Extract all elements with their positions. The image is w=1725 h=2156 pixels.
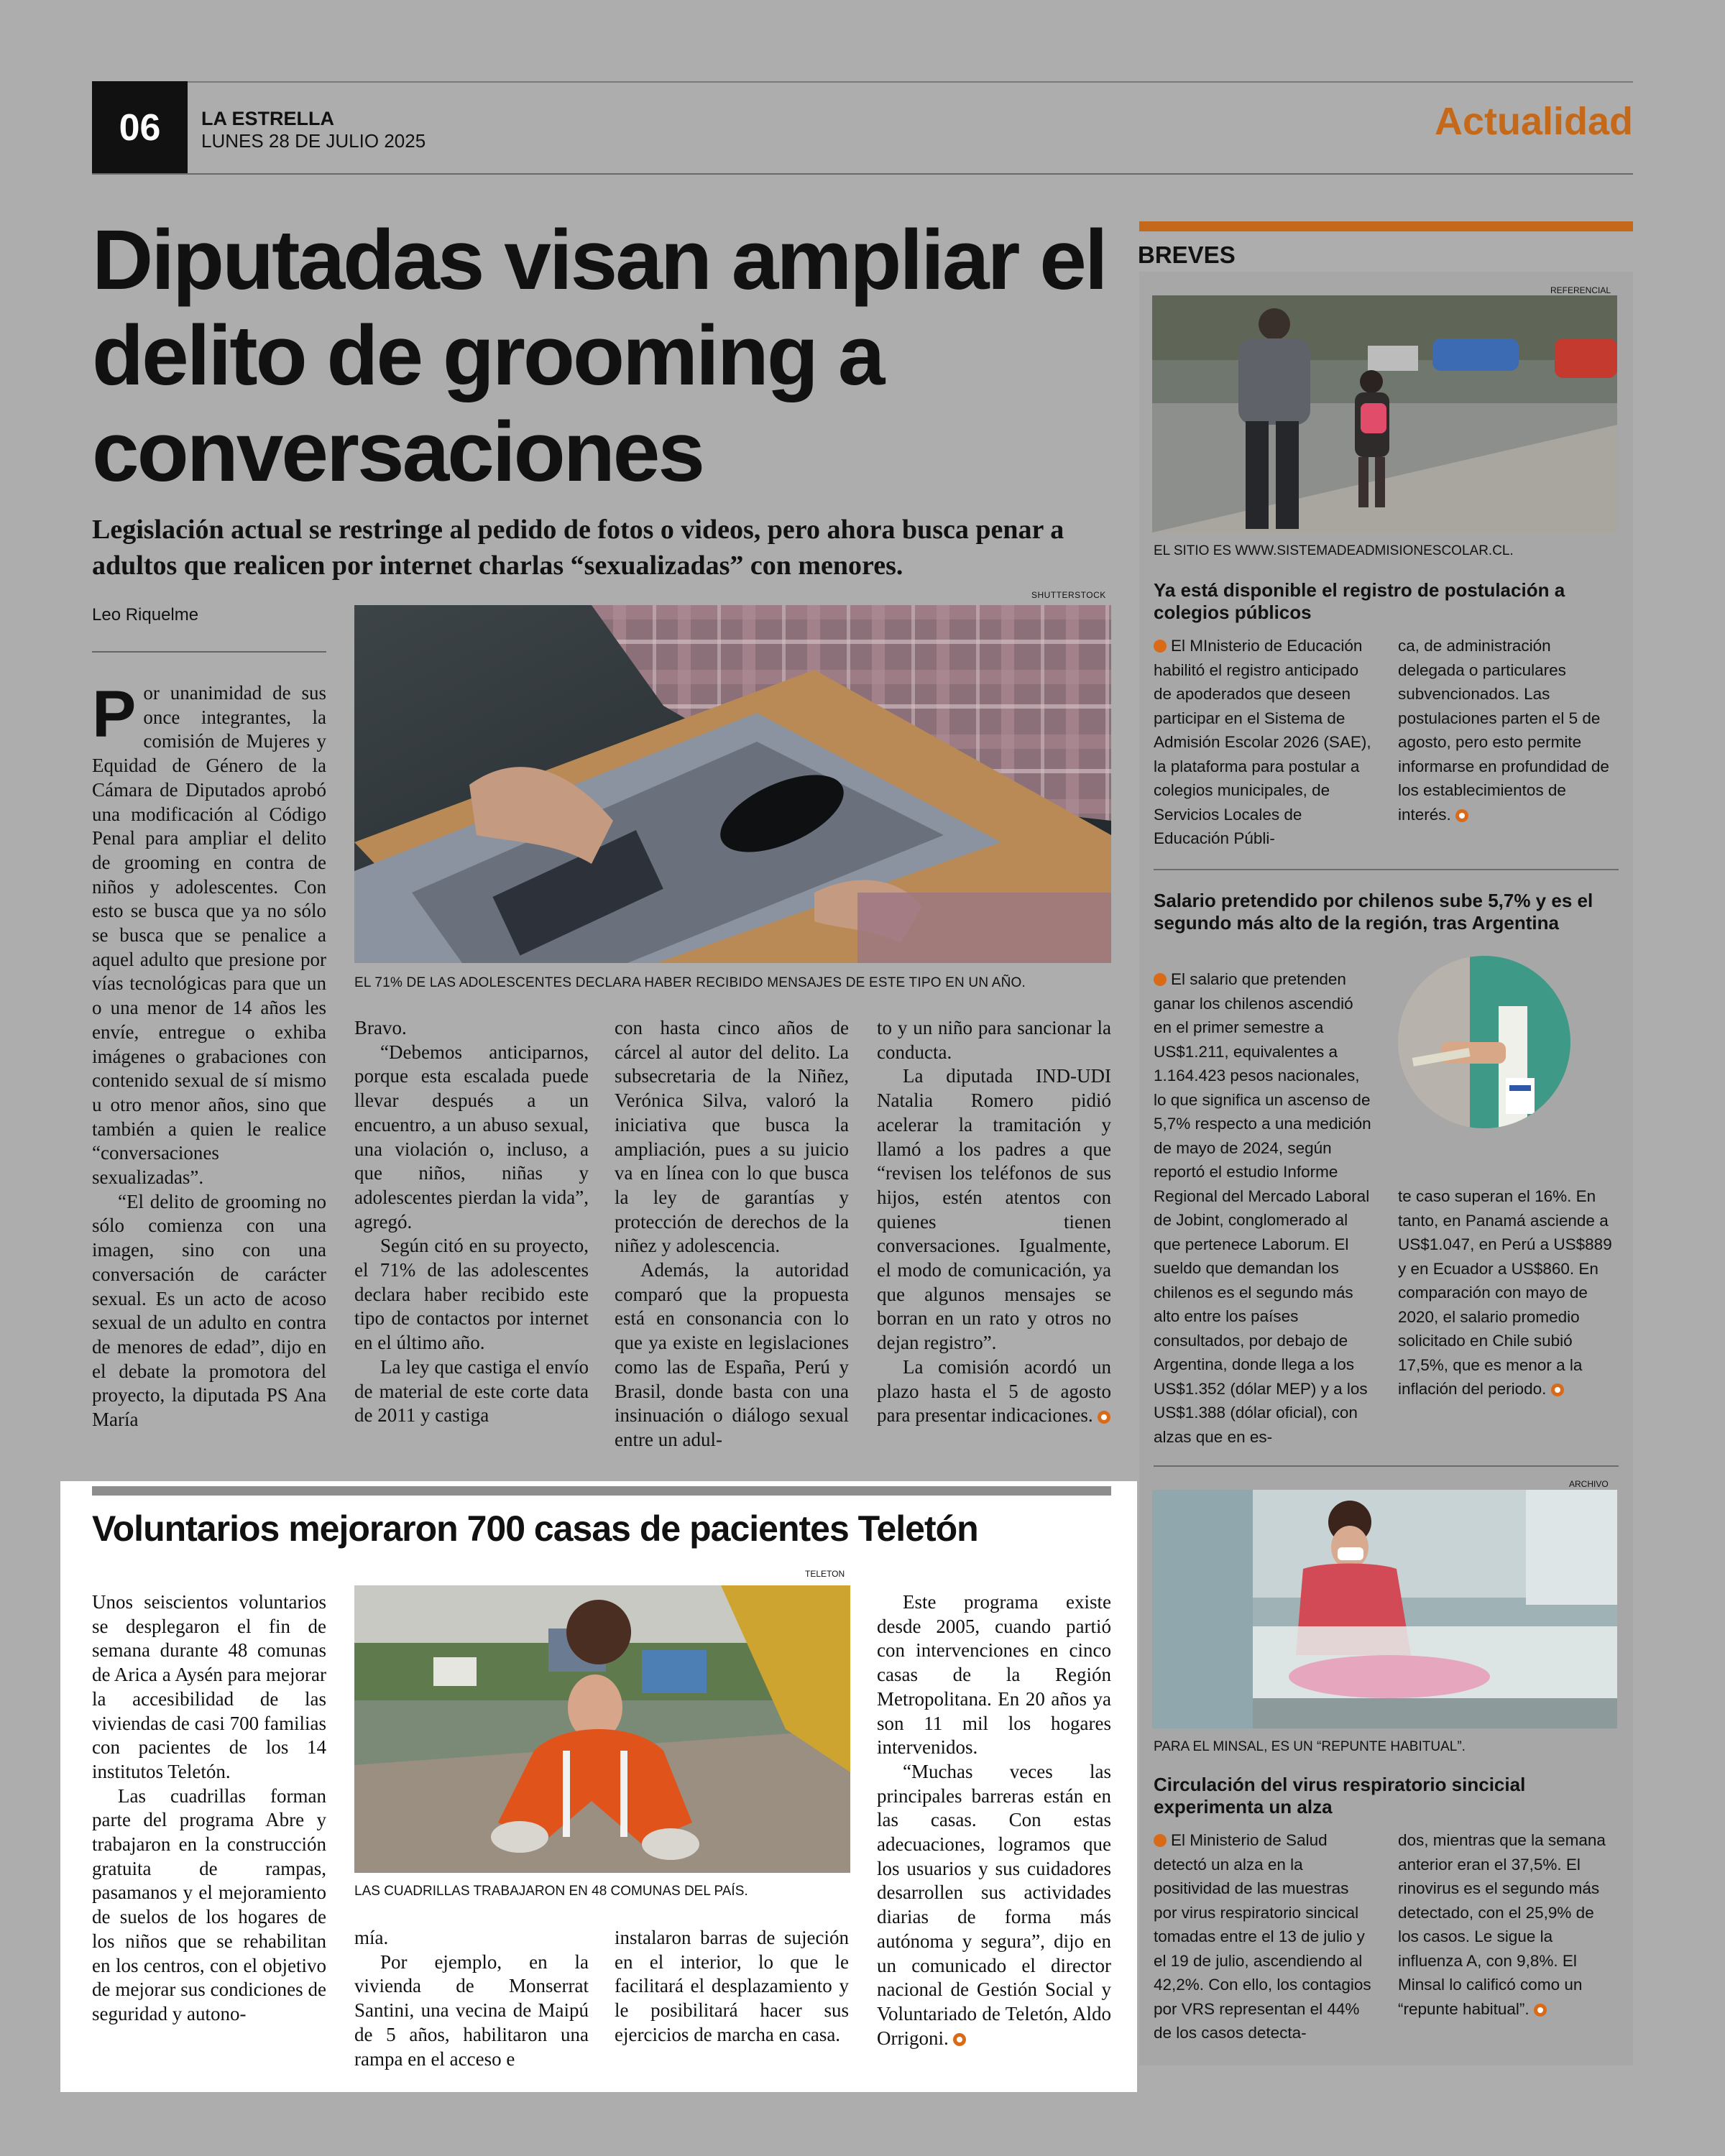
lead-column-4 <box>877 1016 1111 1428</box>
end-mark-icon <box>1551 1383 1564 1396</box>
story2-column-4 <box>877 1590 1111 2050</box>
brief3-photo-hospital <box>1152 1490 1617 1728</box>
paragraph: Bravo. <box>354 1017 407 1038</box>
brief-divider <box>1154 1465 1619 1467</box>
end-mark-icon <box>953 2033 966 2046</box>
brief1-title: Ya está disponible el registro de postulación a colegios públicos <box>1154 579 1565 623</box>
brief2-photo-salary <box>1398 956 1570 1128</box>
story2-top-rule <box>92 1486 1111 1496</box>
paragraph: La comisión acordó un plazo hasta el 5 de agosto para presentar indicaciones. <box>877 1355 1111 1427</box>
paragraph: con hasta cinco años de cárcel al autor del delito. La subsecretaria de la Niñez, Verónica Silva, valoró la iniciativa que busca la ampliación, pues a su juicio va en línea con lo que busca la ley de garantías y protección de derechos de la niñez y adolescencia. <box>615 1017 849 1257</box>
paragraph: “El delito de grooming no sólo comienza con una imagen, sino con una conversación de carácter sexual. Es un acto de acoso sexual de un adulto en contra de menores de edad”, dijo en el debate la promotora del proyecto, la diputada PS Ana María <box>92 1190 326 1431</box>
end-mark-icon <box>1455 809 1468 822</box>
byline-rule <box>92 651 326 653</box>
lead-column-1 <box>92 678 326 1432</box>
end-mark-icon <box>1098 1411 1110 1424</box>
brief3-column-2 <box>1398 1828 1619 2021</box>
brief-text: El salario que pretenden ganar los chilenos ascendió en el primer semestre a US$1.211, equivalentes a 1.164.423 pesos nacionales, lo que significa un ascenso de 5,7% respecto a una medición de mayo de 2024, según reportó el estudio Informe Regional del Mercado Laboral de Jobint, conglomerado al que pertenece Laborum. El sueldo que demandan los chilenos es el segundo más alto entre los países consultados, por debajo de Argentina, donde llega a los US$1.352 (dólar MEP) y a los US$1.388 (dólar oficial), con alzas que en es- <box>1154 970 1371 1446</box>
paragraph: “Muchas veces las principales barreras están en las casas. Con estas adecuaciones, logramos que los usuarios y sus cuidadores desarrollen sus actividades diarias de forma más autónoma y segura”, dijo en un comunicado el director nacional de Gestión Social y Voluntariado de Teletón, Aldo Orrigoni. <box>877 1760 1111 2049</box>
story2-photo-volunteer <box>354 1585 850 1873</box>
lead-photo-credit: SHUTTERSTOCK <box>1031 590 1106 600</box>
brief1-photo-caption: EL SITIO ES WWW.SISTEMADEADMISIONESCOLAR.CL. <box>1154 543 1514 558</box>
brief3-photo-caption: PARA EL MINSAL, ES UN “REPUNTE HABITUAL”. <box>1154 1739 1466 1754</box>
byline: Leo Riquelme <box>92 605 199 625</box>
paragraph: instalaron barras de sujeción en el interior, lo que le facilitará el desplazamiento y le posibilitará hacer sus ejercicios de marcha en casa. <box>615 1927 849 2045</box>
paragraph: Además, la autoridad comparó que la propuesta está en consonancia con lo que ya existe en legislaciones como las de España, Perú y Brasil, donde basta con una insinuación o diálogo sexual entre un adul- <box>615 1259 849 1450</box>
story2-photo-credit: TELETON <box>805 1569 845 1579</box>
brief2-column-1 <box>1154 967 1374 1449</box>
story2-headline: Voluntarios mejoraron 700 casas de pacientes Teletón <box>92 1508 978 1549</box>
story2-photo-caption: LAS CUADRILLAS TRABAJARON EN 48 COMUNAS DEL PAÍS. <box>354 1884 748 1899</box>
paragraph: Unos seiscientos voluntarios se desplegaron el fin de semana durante 48 comunas de Arica a Aysén para mejorar la accesibilidad de las viviendas de casi 700 familias con pacientes de los 14 institutos Teletón. <box>92 1591 326 1782</box>
issue-date: LUNES 28 DE JULIO 2025 <box>201 130 426 152</box>
paragraph: mía. <box>354 1927 389 1948</box>
paragraph: La diputada IND-UDI Natalia Romero pidió acelerar la tramitación y llamó a los padres a que “revisen los teléfonos de sus hijos, estén atentos con quienes tienen conversaciones. Igualmente, el modo de comunicación, ya que algunos mensajes se borran en un rato y otros no dejan registro”. <box>877 1065 1111 1354</box>
paragraph: “Debemos anticiparnos, porque esta escalada puede llevar después a un encuentro, a un abuso sexual, una violación o, incluso, a que niños, niñas y adolescentes pierdan la vida”, agregó. <box>354 1041 589 1233</box>
paragraph: or unanimidad de sus once integrantes, la comisión de Mujeres y Equidad de Género de la Cámara de Diputados aprobó una modificación al Código Penal para ampliar el delito de grooming en contra de niños y adolescentes. Con esto se busca que ya no sólo se busca que se penalice a aquel adulto que presione por vías tecnológicas para que un o una menor de 14 años les envíe, entregue o exhiba imágenes o grabaciones con contenido sexual de sí mismo u otro menor años, sino que también a quien le realice “conversaciones sexualizadas”. <box>92 682 326 1189</box>
brief3-title: Circulación del virus respiratorio sincicial experimenta un alza <box>1154 1774 1526 1818</box>
brief1-photo-credit: REFERENCIAL <box>1550 285 1611 295</box>
brief2-title: Salario pretendido por chilenos sube 5,7% y es el segundo más alto de la región, tras Argentina <box>1154 890 1593 934</box>
newspaper-name: LA ESTRELLA <box>201 108 334 129</box>
briefs-accent-bar <box>1139 221 1633 231</box>
lead-photo-caption: EL 71% DE LAS ADOLESCENTES DECLARA HABER RECIBIDO MENSAJES DE ESTE TIPO EN UN AÑO. <box>354 975 1026 990</box>
header-top-rule <box>92 81 1633 83</box>
story2-column-1 <box>92 1590 326 2027</box>
brief-text: te caso superan el 16%. En tanto, en Panamá asciende a US$1.047, en Perú a US$889 y en Ecuador a US$860. En comparación con mayo de 2020, el salario promedio solicitado en Chile subió 17,5%, que es menor a la inflación del periodo. <box>1398 1187 1612 1398</box>
end-mark-icon <box>1534 2004 1547 2017</box>
paragraph: Este programa existe desde 2005, cuando partió con intervenciones en cinco casas de la Región Metropolitana. En 20 años ya son 11 mil los hogares intervenidos. <box>877 1591 1111 1759</box>
lead-column-3 <box>615 1016 849 1452</box>
story2-column-3 <box>615 1926 849 2047</box>
header-bottom-rule <box>92 173 1633 175</box>
paragraph: Por ejemplo, en la vivienda de Monserrat Santini, una vecina de Maipú de 5 años, habilitaron una rampa en el acceso e <box>354 1950 589 2070</box>
paragraph: to y un niño para sancionar la conducta. <box>877 1017 1111 1063</box>
brief-text: El Ministerio de Salud detectó un alza en la positividad de las muestras por virus respiratorio sincical tomadas entre el 13 de julio y el 19 de julio, ascendiendo al 42,2%. Con ello, los contagios por VRS representan el 44% de los casos detecta- <box>1154 1831 1371 2042</box>
story2-column-2 <box>354 1926 589 2071</box>
brief1-column-1 <box>1154 634 1374 851</box>
section-name: Actualidad <box>1434 100 1633 143</box>
brief3-column-1 <box>1154 1828 1374 2045</box>
briefs-label: BREVES <box>1138 241 1236 268</box>
lead-photo-laptop <box>354 605 1111 963</box>
brief3-photo-credit: ARCHIVO <box>1569 1479 1609 1489</box>
brief-text: dos, mientras que la semana anterior eran el 37,5%. El rinovirus es el segundo más detectado, con el 25,9% de los casos. Le sigue la influenza A, con 9,8%. El Minsal lo calificó como un “repunte habitual”. <box>1398 1831 1606 2018</box>
bullet-icon <box>1154 973 1167 986</box>
brief2-column-2 <box>1398 1184 1619 1401</box>
brief1-column-2 <box>1398 634 1619 826</box>
brief-text: ca, de administración delegada o particulares subvencionados. Las postulaciones parten el 5 de agosto, pero esto permite informarse en profundidad de los establecimientos de interés. <box>1398 637 1609 824</box>
page-number: 06 <box>92 81 188 175</box>
bullet-icon <box>1154 640 1167 653</box>
paragraph: Según citó en su proyecto, el 71% de las adolescentes declara haber recibido este tipo de contactos por internet en el último año. <box>354 1235 589 1354</box>
paragraph: Las cuadrillas forman parte del programa Abre y trabajaron en la construcción gratuita de rampas, pasamanos y el mejoramiento de suelos de los hogares de los niños que se rehabilitan en los centros, con el objetivo de mejorar sus condiciones de seguridad y autono- <box>92 1784 326 2024</box>
brief1-photo-street <box>1152 295 1617 533</box>
brief-divider <box>1154 869 1619 870</box>
lead-column-2 <box>354 1016 589 1428</box>
brief-text: El MInisterio de Educación habilitó el registro anticipado de apoderados que deseen participar en el Sistema de Admisión Escolar 2026 (SAE), la plataforma para postular a colegios municipales, de Servicios Locales de Educación Públi- <box>1154 637 1371 847</box>
bullet-icon <box>1154 1834 1167 1847</box>
paragraph: La ley que castiga el envío de material de este corte data de 2011 y castiga <box>354 1355 589 1427</box>
lead-headline: Diputadas visan ampliar el delito de grooming a conversaciones <box>92 213 1106 499</box>
lead-deck: Legislación actual se restringe al pedido de fotos o videos, pero ahora busca penar a adultos que realicen por internet charlas “sexualizadas” con menores. <box>92 515 1064 581</box>
drop-cap: P <box>92 678 137 751</box>
